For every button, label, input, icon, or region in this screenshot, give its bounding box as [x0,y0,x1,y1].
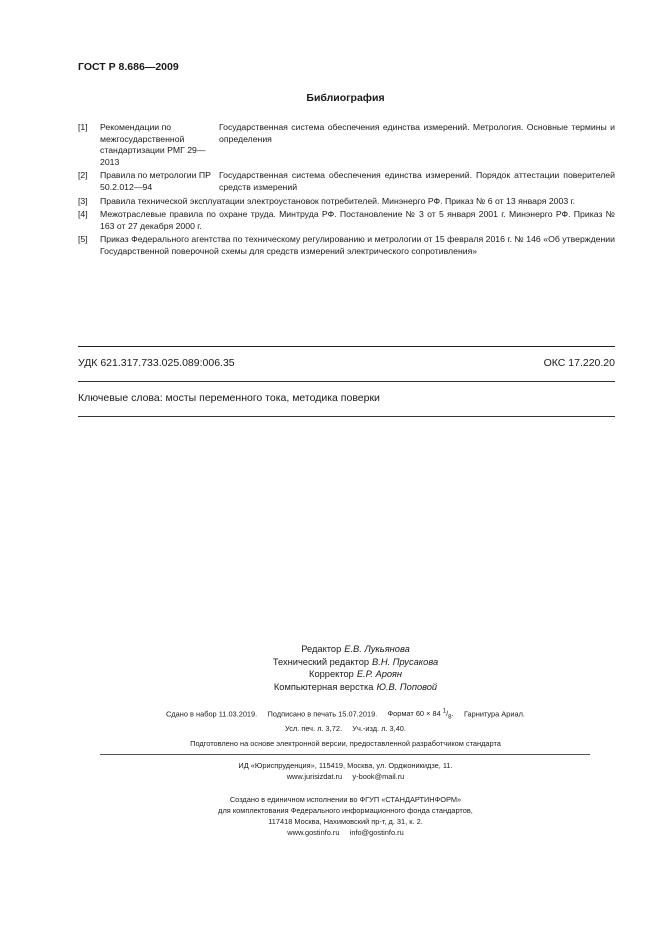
print-sign-date: Подписано в печать 15.07.2019. [267,709,378,719]
bibliography-item-title: Государственная система обеспечения единства измерений. Порядок аттестации поверителей средств измерений [219,170,615,192]
section-divider [100,754,590,755]
bibliography-item [78,196,615,208]
publisher-line-2 [0,771,661,782]
bibliography-item-source: Правила по метрологии ПР 50.2.012—94 [100,170,211,192]
standartinform-website[interactable]: www.gostinfo.ru [287,828,340,837]
bibliography-item-text: Межотраслевые правила по охране труда. Минтруда РФ. Постановление № 3 от 5 января 2001 г. Минэнерго РФ. Приказ № 163 от 27 декабря 2000 г. [100,209,615,231]
document-header: ГОСТ Р 8.686—2009 [78,61,179,73]
staff-line-layout [0,681,661,694]
bibliography-item-title: Государственная система обеспечения единства измерений. Метрология. Основные термины и определения [219,122,615,144]
print-sheets: Усл. печ. л. 3,72. [285,723,342,733]
print-edition-sheets: Уч.-изд. л. 3,40. [352,723,406,733]
publisher-line-4: для комплектования Федерального информационного фонда стандартов, [218,806,473,815]
keywords: Ключевые слова: мосты переменного тока, методика поверки [78,392,380,404]
udk-code: УДК 621.317.733.025.089:006.35 [78,357,235,369]
publisher-website[interactable]: www.jurisizdat.ru [286,772,343,781]
bibliography-item-number: [2] [78,170,88,181]
bibliography-item-number: [5] [78,234,88,245]
print-info [0,707,661,749]
print-typeface: Гарнитура Ариал. [463,709,525,719]
bibliography-item-text: Приказ Федерального агентства по техническому регулированию и метрологии от 15 февраля 2016 г. № 146 «Об утверждении Государственной поверочной схемы для средств измерений электрического сопротивления» [100,234,615,256]
bibliography-item [78,209,615,232]
staff-line-editor [0,643,661,656]
bibliography-item [78,122,615,168]
staff-role: Технический редактор [272,656,370,667]
print-info-line-3: Подготовлено на основе электронной версии, предоставленной разработчиком стандарта [190,738,501,748]
staff-line-proofreader [0,668,661,681]
bibliography-item [78,234,615,257]
staff-line-tech-editor [0,656,661,669]
staff-name: Е.В. Лукьянова [344,644,410,654]
bibliography-item-source: Рекомендации по межгосударственной стандартизации РМГ 29—2013 [100,122,206,167]
publisher-email[interactable]: y-book@mail.ru [352,772,405,781]
bibliography-item-text: Правила технической эксплуатации электроустановок потребителей. Минэнерго РФ. Приказ № 6 от 13 января 2003 г. [100,195,576,206]
staff-role: Редактор [301,644,342,654]
staff-name: В.Н. Прусакова [372,656,439,667]
bibliography-item-number: [1] [78,122,88,132]
publisher-line-6 [0,827,661,838]
section-divider [78,381,615,382]
staff-role: Корректор [309,669,354,679]
bibliography-title: Библиография [306,92,385,104]
staff-name: Ю.В. Поповой [376,681,438,692]
section-divider-thick [78,346,615,347]
standartinform-email[interactable]: info@gostinfo.ru [349,828,404,837]
bibliography-list [78,122,615,260]
bibliography-item-number: [3] [78,195,88,206]
print-typeset-date: Сдано в набор 11.03.2019. [166,709,258,719]
bibliography-item-number: [4] [78,209,88,220]
oks-code: ОКС 17.220.20 [543,357,615,369]
print-info-line-2 [0,723,661,734]
print-info-line-1 [0,707,661,723]
publisher-line-5: 117418 Москва, Нахимовский пр-т, д. 31, к. 2. [268,817,423,826]
section-divider [78,416,615,417]
publisher-line-3: Создано в единичном исполнении во ФГУП «СТАНДАРТИНФОРМ» [229,795,462,804]
print-format: Формат 60 × 84 $^1/_8$. [387,709,454,721]
publisher-line-1: ИД «Юриспруденция», 115419, Москва, ул. Орджоникидзе, 11. [238,761,453,770]
staff-credits [0,643,661,693]
staff-role: Компьютерная верстка [273,681,374,692]
staff-name: Е.Р. Ароян [356,669,402,679]
bibliography-item [78,170,615,193]
publisher-info [0,760,661,838]
